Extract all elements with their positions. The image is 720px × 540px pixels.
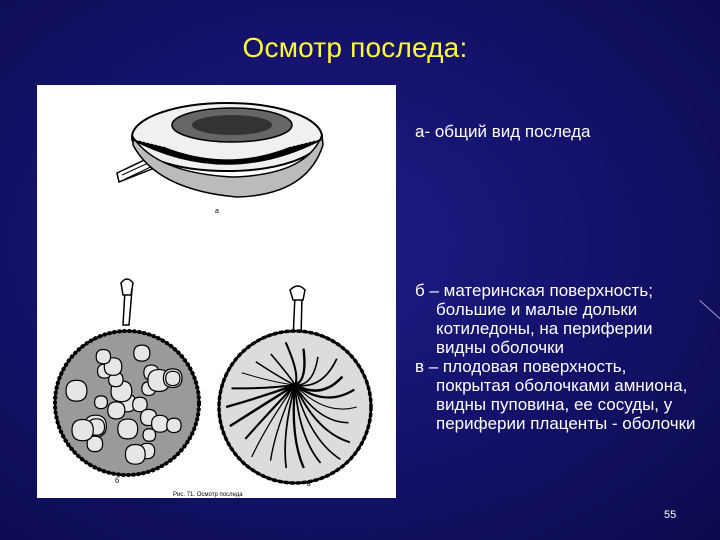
placenta-illustration (37, 85, 396, 498)
placenta-overview-drawing (117, 103, 323, 197)
figure-label-v: в (307, 481, 311, 488)
figure-label-a: а (215, 208, 219, 215)
figure-caption: Рис. 71. Осмотр последа (173, 492, 243, 498)
caption-surfaces (415, 281, 705, 433)
page-number: 55 (664, 509, 677, 521)
caption-b-first: б – материнская поверхность; (415, 281, 653, 300)
slide-title: Осмотр последа: (242, 32, 468, 63)
caption-b (415, 281, 705, 357)
caption-v-first: в – плодовая поверхность, (415, 357, 627, 376)
maternal-surface-drawing (55, 279, 199, 475)
caption-a-text: а- общий вид последа (415, 122, 591, 141)
caption-v (415, 357, 705, 433)
caption-b-rest: большие и малые дольки котиледоны, на периферии видны оболочки (436, 300, 653, 357)
caption-overview (415, 122, 705, 141)
figure-label-b: б (115, 478, 120, 485)
fetal-surface-drawing (219, 286, 371, 483)
caption-v-rest: покрытая оболочками амниона, видны пуповина, ее сосуды, у периферии плаценты - оболочки (436, 376, 696, 433)
